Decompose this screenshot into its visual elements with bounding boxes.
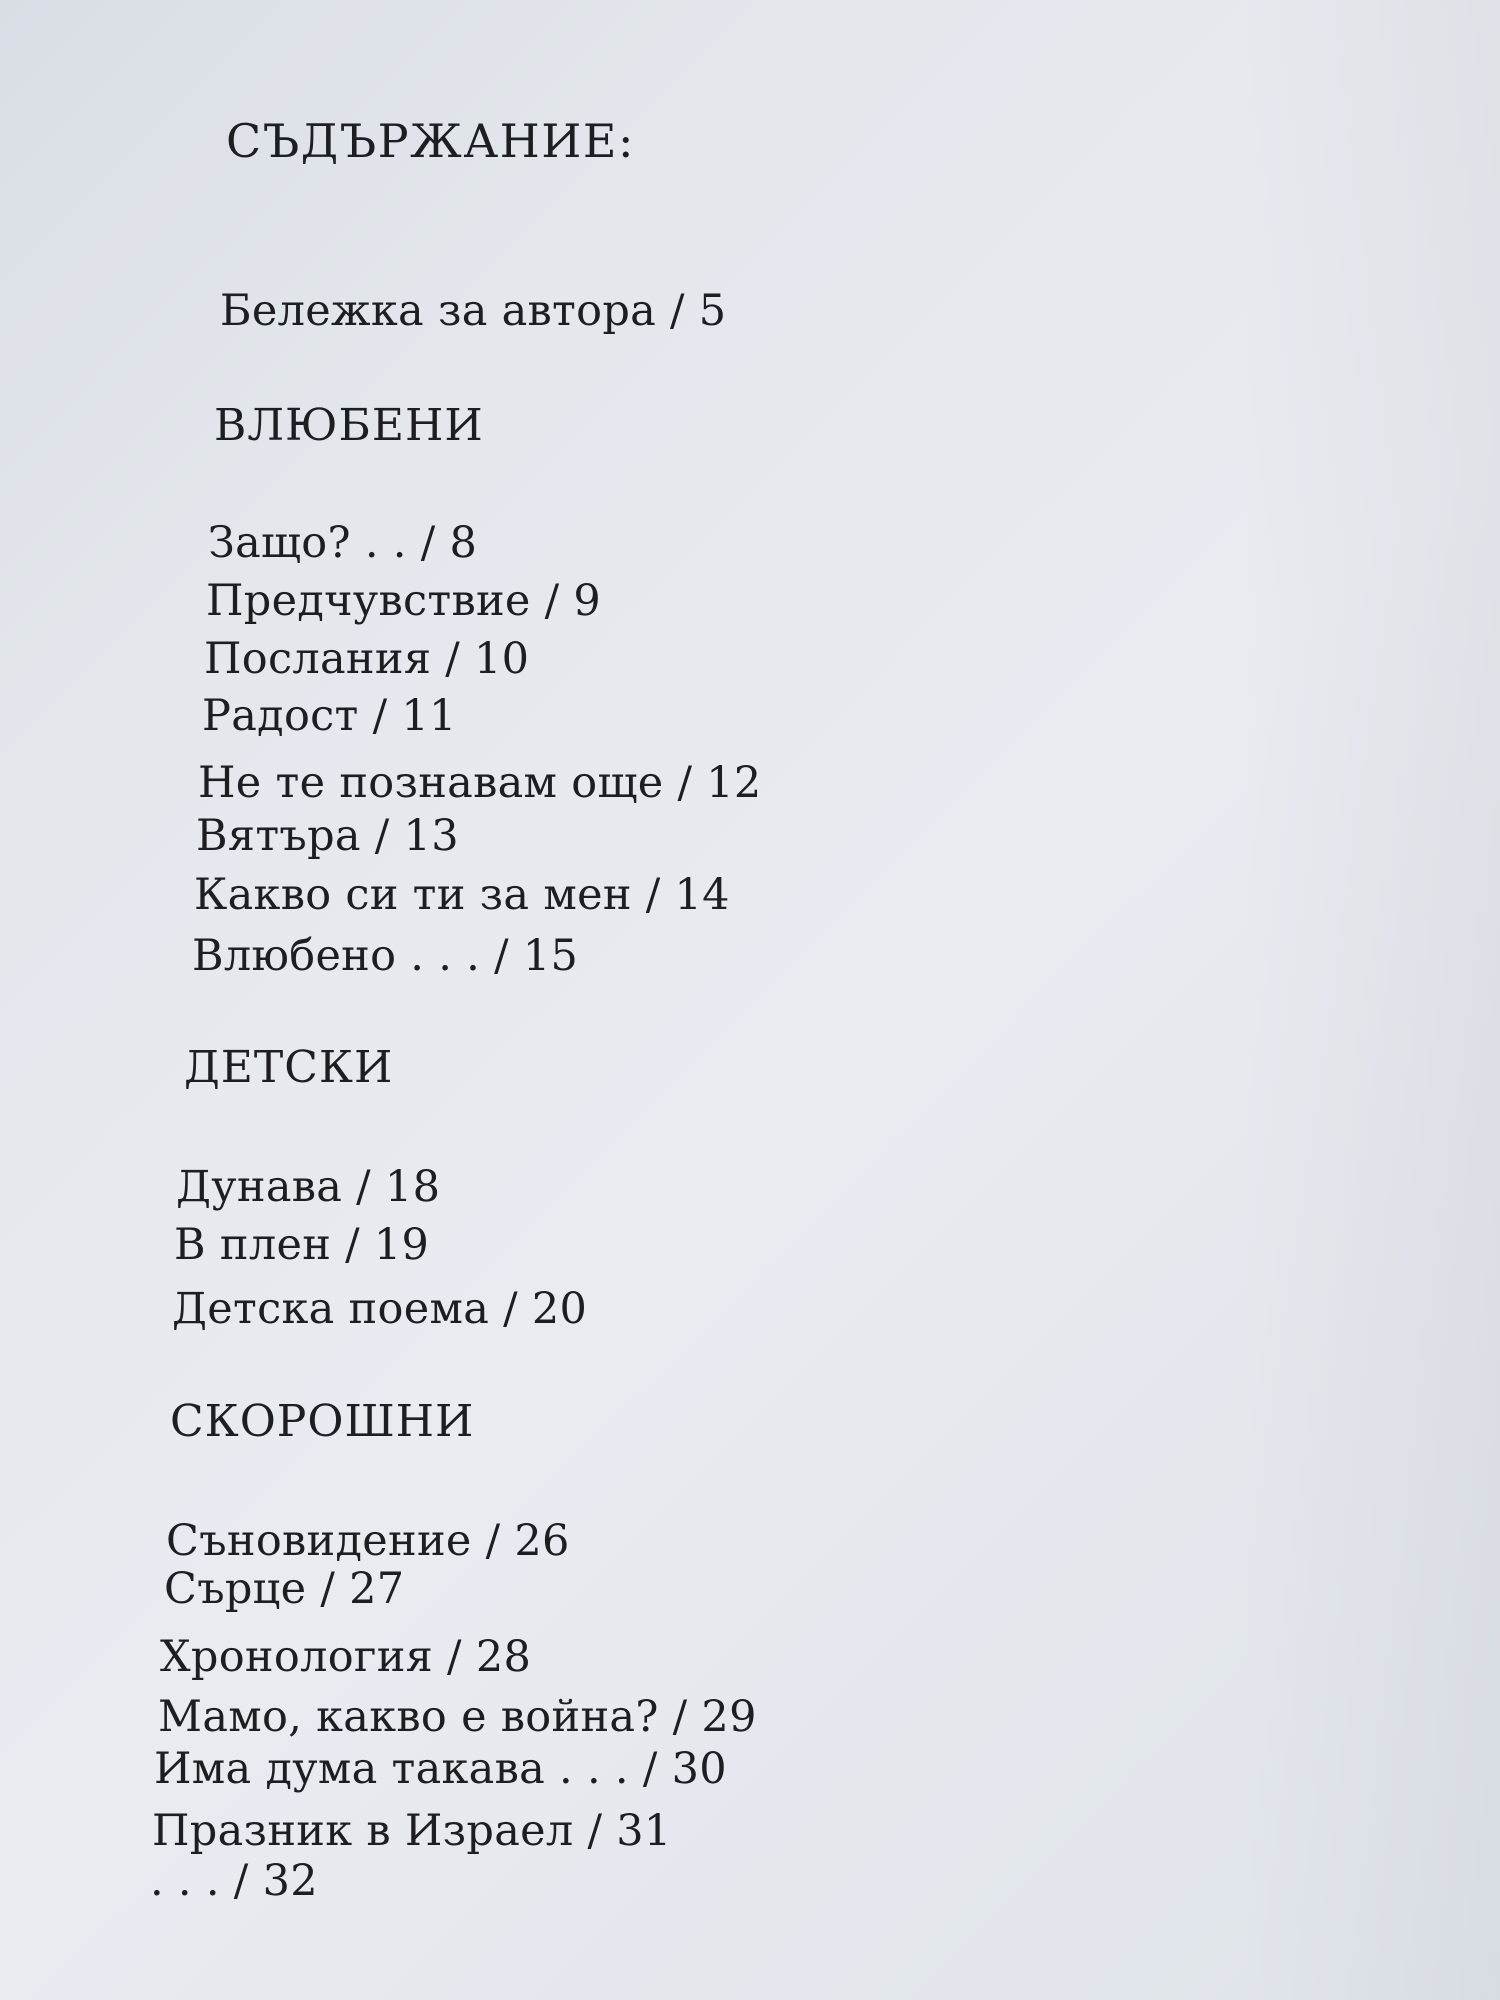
section-heading-detski: ДЕТСКИ bbox=[184, 1042, 394, 1093]
toc-entry: Влюбено . . . / 15 bbox=[192, 931, 579, 981]
toc-entry: Защо? . . / 8 bbox=[208, 518, 478, 568]
toc-entry: Мамо, какво е война? / 29 bbox=[158, 1692, 757, 1742]
toc-entry: Не те познавам още / 12 bbox=[198, 758, 762, 808]
toc-entry: Детска поема / 20 bbox=[172, 1284, 588, 1334]
toc-entry: Дунава / 18 bbox=[176, 1162, 441, 1212]
toc-entry: Вятъра / 13 bbox=[196, 811, 459, 861]
toc-entry-author-note: Бележка за автора / 5 bbox=[220, 286, 727, 336]
toc-entry: Хронология / 28 bbox=[160, 1632, 532, 1682]
toc-entry: Има дума такава . . . / 30 bbox=[154, 1744, 727, 1794]
toc-entry: В плен / 19 bbox=[174, 1220, 430, 1270]
toc-entry: Съновидение / 26 bbox=[166, 1516, 570, 1566]
toc-entry: Празник в Израел / 31 bbox=[152, 1806, 672, 1856]
toc-entry: Послания / 10 bbox=[204, 634, 530, 684]
page-edge-shadow bbox=[1240, 0, 1500, 2000]
toc-entry: Предчувствие / 9 bbox=[206, 576, 602, 626]
toc-entry: Какво си ти за мен / 14 bbox=[194, 870, 730, 920]
section-heading-skoroshni: СКОРОШНИ bbox=[170, 1396, 475, 1447]
toc-entry: Радост / 11 bbox=[202, 691, 457, 741]
section-heading-vlyubeni: ВЛЮБЕНИ bbox=[214, 400, 484, 451]
toc-entry: Сърце / 27 bbox=[164, 1564, 405, 1614]
toc-entry: . . . / 32 bbox=[150, 1856, 318, 1906]
toc-title: СЪДЪРЖАНИЕ: bbox=[226, 114, 635, 168]
